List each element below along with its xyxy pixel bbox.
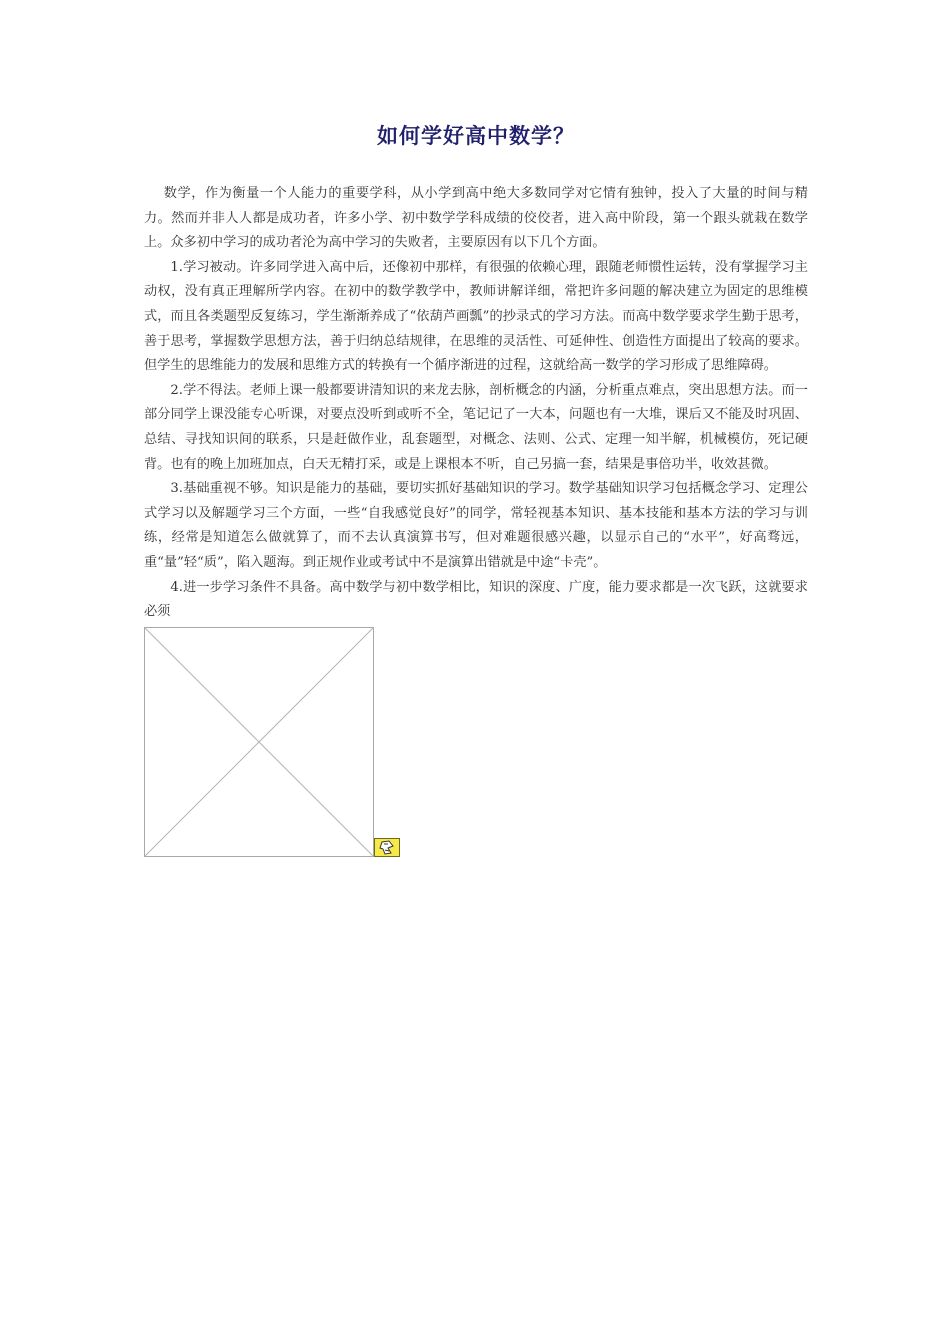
intro-paragraph: 数学，作为衡量一个人能力的重要学科，从小学到高中绝大多数同学对它情有独钟，投入了大量的时间与精力。然而并非人人都是成功者，许多小学、初中数学学科成绩的佼佼者，进入高中阶段，第一个跟头就栽在数学上。众多初中学习的成功者沦为高中学习的失败者，主要原因有以下几个方面。 <box>144 186 808 251</box>
paragraph-point-4: 4.进一步学习条件不具备。高中数学与初中数学相比，知识的深度、广度，能力要求都是一次飞跃，这就要求必须 <box>144 579 808 620</box>
paragraph-point-3: 3.基础重视不够。知识是能力的基础，要切实抓好基础知识的学习。数学基础知识学习包括概念学习、定理公式学习以及解题学习三个方面，一些“自我感觉良好”的同学，常轻视基本知识、基本技能和基本方法的学习与训练，经常是知道怎么做就算了，而不去认真演算书写，但对难题很感兴趣，以显示自己的“水平”，好高骛远，重“量”轻“质”，陷入题海。到正规作业或考试中不是演算出错就是中途“卡壳”。 <box>144 481 808 570</box>
document-page <box>144 118 808 857</box>
paragraph-point-2: 2.学不得法。老师上课一般都要讲清知识的来龙去脉，剖析概念的内涵，分析重点难点，突出思想方法。而一部分同学上课没能专心听课，对要点没听到或听不全，笔记记了一大本，问题也有一大堆，课后又不能及时巩固、总结、寻找知识间的联系，只是赶做作业，乱套题型，对概念、法则、公式、定理一知半解，机械模仿，死记硬背。也有的晚上加班加点，白天无精打采，或是上课根本不听，自己另搞一套，结果是事倍功半，收效甚微。 <box>144 382 808 472</box>
broken-image-icon <box>374 838 400 857</box>
missing-image-placeholder <box>144 627 374 857</box>
image-frame <box>144 627 375 858</box>
paragraph-point-1: 1.学习被动。许多同学进入高中后，还像初中那样，有很强的依赖心理，跟随老师惯性运转，没有掌握学习主动权，没有真正理解所学内容。在初中的数学教学中，教师讲解详细，常把许多问题的解决建立为固定的思维模式，而且各类题型反复练习，学生渐渐养成了“依葫芦画瓢”的抄录式的学习方法。而高中数学要求学生勤于思考，善于思考，掌握数学思想方法，善于归纳总结规律，在思维的灵活性、可延伸性、创造性方面提出了较高的要求。但学生的思维能力的发展和思维方式的转换有一个循序渐进的过程，这就给高一数学的学习形成了思维障碍。 <box>144 259 808 374</box>
document-title: 如何学好高中数学？ <box>377 124 575 148</box>
